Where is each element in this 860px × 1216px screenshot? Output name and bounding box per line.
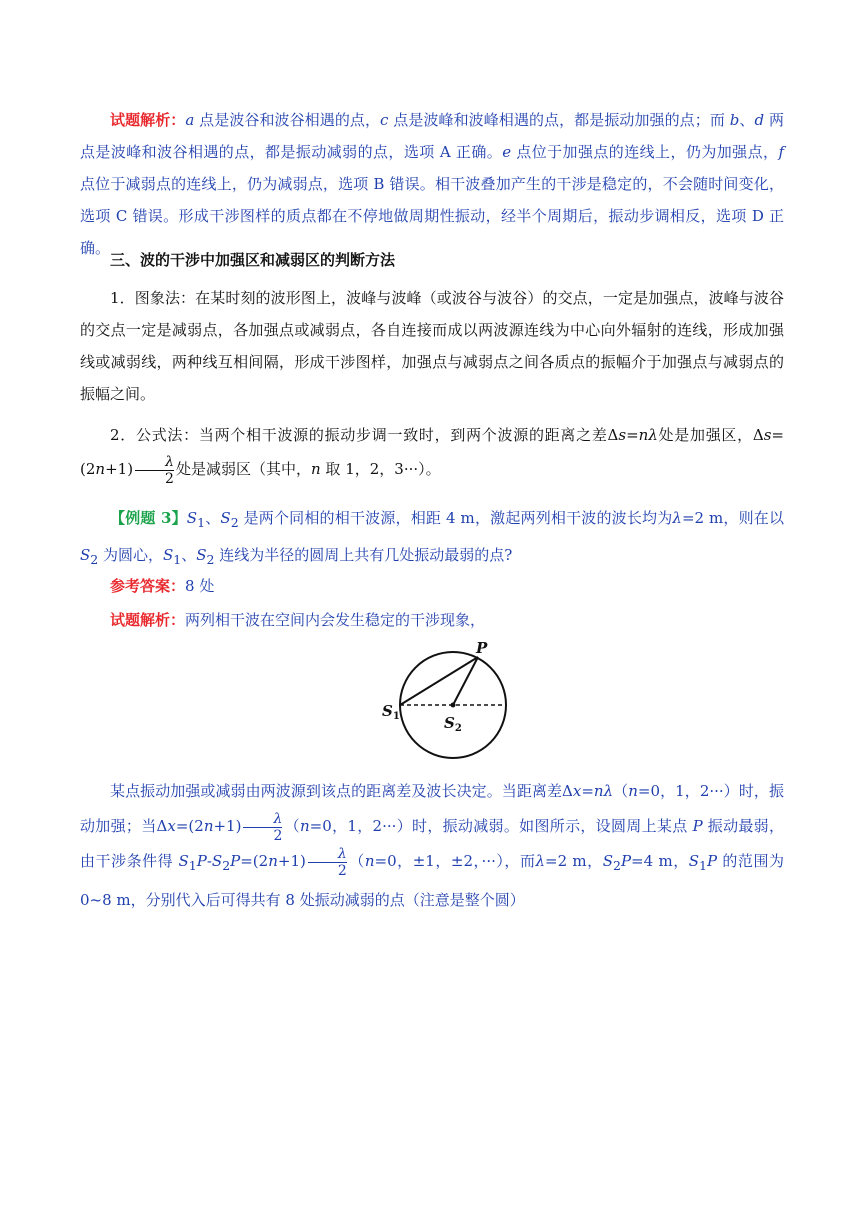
text: =2 m，: [545, 852, 603, 870]
fraction-denominator: 2: [243, 827, 282, 844]
analysis-label: 试题解析：: [110, 111, 186, 129]
text: （: [613, 782, 629, 800]
var-S: S: [163, 546, 174, 564]
circle-figure: [378, 638, 518, 768]
analysis-text: 两列相干波在空间内会发生稳定的干涉现象，: [185, 611, 486, 629]
subscript: 2: [613, 858, 621, 873]
text: 处是加强区，Δ: [657, 426, 764, 444]
text: （: [284, 817, 300, 835]
example-label: 【例题 3】: [110, 509, 187, 527]
text: =2 m，则在以: [681, 509, 784, 527]
var-n: n: [95, 460, 106, 478]
var-S: S: [602, 852, 613, 870]
answer-paragraph: [80, 570, 784, 602]
text: 取 1，2，3···）。: [320, 460, 441, 478]
center-point: [451, 703, 456, 708]
label-S2-sub: 2: [454, 723, 462, 734]
text: 2．公式法：当两个相干波源的振动步调一致时，到两个波源的距离之差Δ: [110, 426, 619, 444]
analysis-label: 试题解析：: [110, 611, 186, 629]
var-n: n: [268, 852, 278, 870]
analysis-paragraph-2: [80, 604, 784, 636]
var-P: P: [706, 852, 718, 870]
text: 、: [181, 546, 197, 564]
text: =(2: [80, 426, 784, 478]
subscript: 2: [206, 552, 215, 567]
text: 连线为半径的圆周上共有几处振动最弱的点?: [214, 546, 513, 564]
text: =0，±1，±2，···），而: [374, 852, 536, 870]
text: 、: [739, 111, 755, 129]
var-b: b: [729, 111, 740, 129]
fraction-numerator: λ: [273, 810, 283, 827]
label-S1-letter: S: [382, 702, 393, 720]
var-n: n: [593, 782, 604, 800]
text: 为圆心，: [98, 546, 164, 564]
subscript: 2: [222, 858, 231, 873]
example-3-paragraph: [80, 502, 784, 576]
text: 点是波峰和波峰相遇的点，都是振动加强的点；而: [388, 111, 730, 129]
method-2-paragraph: [80, 418, 784, 487]
var-x: x: [572, 782, 582, 800]
text: +1): [213, 817, 242, 835]
fraction-denominator: 2: [308, 862, 347, 879]
text: 是两个同相的相干波源，相距 4 m，激起两列相干波的波长均为: [238, 509, 673, 527]
lambda: λ: [672, 509, 682, 527]
text: 点位于减弱点的连线上，仍为减弱点，选项 B 错误。相干波叠加产生的干涉是稳定的，不会随时间变化，选项 C 错误。形成干涉图样的质点都在不停地做周期性振动，经半个周期后，振动步调相反，选项 D 正确。: [80, 175, 784, 257]
fraction-numerator: λ: [165, 453, 174, 470]
section-heading: 三、波的干涉中加强区和减弱区的判断方法: [110, 251, 396, 269]
label-S1-sub: 1: [392, 711, 400, 722]
text: 振动最弱，由干涉条件得: [80, 817, 784, 870]
var-n: n: [310, 460, 321, 478]
var-n: n: [203, 817, 214, 835]
var-S: S: [220, 509, 231, 527]
method-1-paragraph: 1．图象法：在某时刻的波形图上，波峰与波峰（或波谷与波谷）的交点，一定是加强点，波峰与波谷的交点一定是减弱点，各加强点或减弱点，各自连接而成以两波源连线为中心向外辐射的连线，形成加强线或减弱线，两种线互相间隔，形成干涉图样，加强点与减弱点之间各质点的振幅介于加强点与减弱点的振幅之间。: [80, 289, 784, 403]
text: +1): [277, 852, 306, 870]
subscript: 1: [699, 858, 707, 873]
var-P: P: [196, 852, 207, 870]
analysis-paragraph-3: [80, 774, 784, 918]
text: 点是波谷和波谷相遇的点，: [194, 111, 381, 129]
var-n: n: [628, 782, 638, 800]
var-n: n: [300, 817, 310, 835]
var-c: c: [380, 111, 389, 129]
label-S1: [382, 702, 400, 722]
var-s: s: [763, 426, 772, 444]
var-S: S: [688, 852, 700, 870]
fraction-lambda-over-2: [243, 811, 282, 844]
var-P: P: [230, 852, 241, 870]
text: -: [206, 852, 212, 870]
var-S: S: [211, 852, 223, 870]
text: =(2: [175, 817, 204, 835]
var-n: n: [364, 852, 375, 870]
text: =(2: [240, 852, 269, 870]
var-s: s: [618, 426, 627, 444]
subscript: 2: [90, 552, 99, 567]
text: =: [626, 426, 639, 444]
subscript: 2: [230, 515, 239, 530]
var-n: n: [638, 426, 649, 444]
var-P: P: [692, 817, 703, 835]
var-S: S: [196, 546, 207, 564]
subscript: 1: [188, 858, 197, 873]
var-e: e: [502, 143, 512, 161]
fraction-numerator: λ: [337, 845, 347, 862]
subscript: 1: [173, 552, 182, 567]
text: 两点是波峰和波谷相遇的点，都是振动减弱的点，选项 A 正确。: [80, 111, 784, 161]
text: 的范围为 0~8 m，分别代入后可得共有 8 处振动减弱的点（注意是整个圆）: [80, 852, 784, 909]
text: 、: [205, 509, 221, 527]
fraction-denominator: 2: [135, 470, 174, 487]
lambda: λ: [603, 782, 614, 800]
text: =: [581, 782, 594, 800]
answer-label: 参考答案：: [110, 577, 186, 595]
text: 处是减弱区（其中，: [175, 460, 311, 478]
lambda: λ: [535, 852, 546, 870]
lambda: λ: [648, 426, 658, 444]
label-S2: [444, 714, 462, 734]
var-f: f: [778, 143, 784, 161]
analysis-paragraph-1: [80, 104, 784, 264]
text: =0，1，2···）时，振动减弱。如图所示，设圆周上某点: [309, 817, 693, 835]
label-P: P: [476, 639, 488, 657]
var-S: S: [80, 546, 91, 564]
var-S: S: [178, 852, 189, 870]
var-a: a: [185, 111, 195, 129]
fraction-lambda-over-2: [135, 454, 174, 487]
text: =4 m，: [631, 852, 689, 870]
var-P: P: [620, 852, 632, 870]
fraction-lambda-over-2: [308, 846, 347, 879]
var-S: S: [186, 509, 198, 527]
text: +1): [105, 460, 134, 478]
text: （: [348, 852, 365, 870]
label-S2-letter: S: [444, 714, 455, 732]
var-d: d: [754, 111, 765, 129]
text: 点位于加强点的连线上，仍为加强点，: [511, 143, 779, 161]
answer-value: 8 处: [185, 577, 215, 595]
text: 某点振动加强或减弱由两波源到该点的距离差及波长决定。当距离差Δ: [110, 782, 573, 800]
text: =0，1，2···）时，振动加强；当Δ: [80, 782, 784, 835]
var-x: x: [167, 817, 176, 835]
subscript: 1: [197, 515, 206, 530]
